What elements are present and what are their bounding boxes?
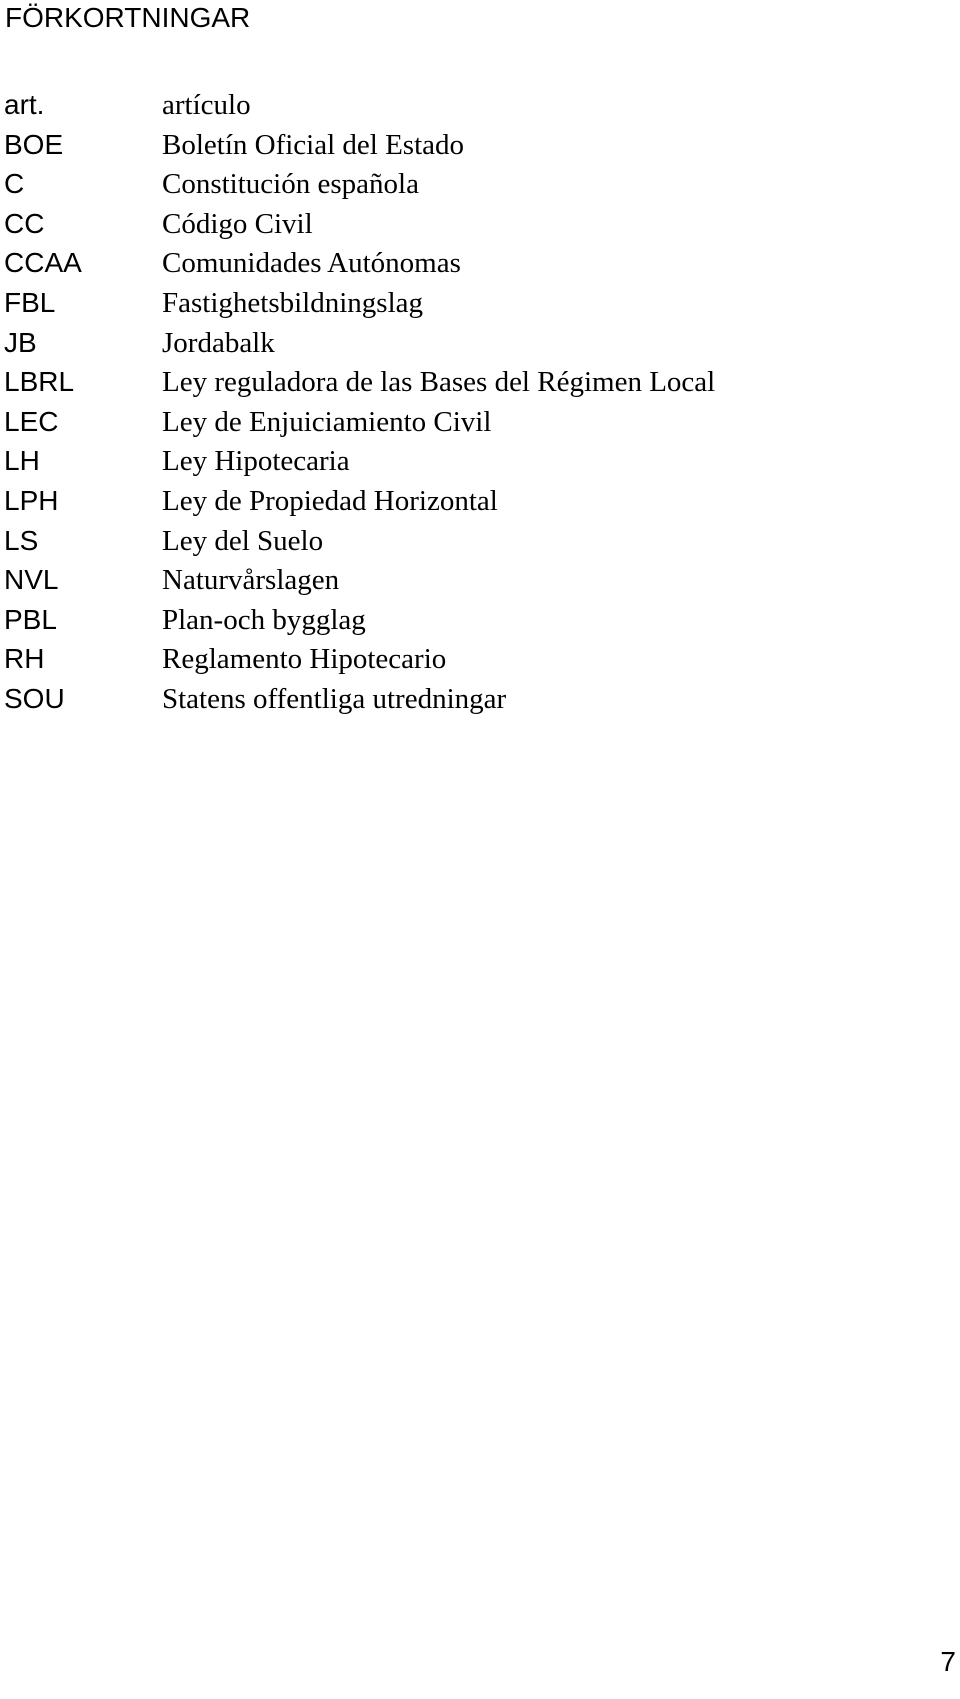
page-number: 7 — [940, 1646, 956, 1677]
abbreviation-expansion: Boletín Oficial del Estado — [162, 128, 465, 161]
abbreviation: CC — [4, 207, 45, 239]
abbreviation-expansion: Jordabalk — [162, 326, 275, 359]
abbreviation: art. — [4, 89, 45, 120]
abbreviation-expansion: Fastighetsbildningslag — [162, 286, 423, 319]
abbreviation-expansion: Statens offentliga utredningar — [162, 682, 507, 715]
abbreviation: SOU — [4, 682, 65, 714]
abbreviation: LBRL — [4, 366, 75, 398]
abbreviation: CCAA — [4, 247, 82, 279]
abbreviation: LEC — [4, 405, 59, 437]
abbreviation-expansion: artículo — [162, 89, 251, 121]
abbreviation: LS — [4, 524, 39, 556]
abbreviation: PBL — [4, 603, 57, 635]
abbreviation: LH — [4, 445, 40, 477]
abbreviation-expansion: Comunidades Autónomas — [162, 247, 461, 280]
abbreviation: LPH — [4, 484, 59, 516]
abbreviation: RH — [4, 643, 45, 675]
abbreviation-expansion: Ley de Enjuiciamiento Civil — [162, 405, 492, 438]
abbreviation: BOE — [4, 128, 64, 160]
abbreviation: C — [4, 168, 25, 200]
abbreviation: JB — [4, 326, 37, 358]
abbreviation-expansion: Naturvårslagen — [162, 564, 340, 597]
abbreviation-expansion: Ley reguladora de las Bases del Régimen Local — [162, 366, 716, 399]
abbreviation-expansion: Plan-och bygglag — [162, 603, 366, 636]
abbreviation-expansion: Código Civil — [162, 207, 313, 240]
abbreviation-expansion: Ley del Suelo — [162, 524, 324, 557]
abbreviation: NVL — [4, 564, 59, 596]
abbreviation-expansion: Ley de Propiedad Horizontal — [162, 484, 498, 517]
abbreviation-expansion: Reglamento Hipotecario — [162, 643, 447, 676]
abbreviation-expansion: Constitución española — [162, 168, 419, 201]
abbreviation-expansion: Ley Hipotecaria — [162, 445, 350, 478]
page-title: FÖRKORTNINGAR — [5, 2, 251, 33]
abbreviation: FBL — [4, 286, 56, 318]
